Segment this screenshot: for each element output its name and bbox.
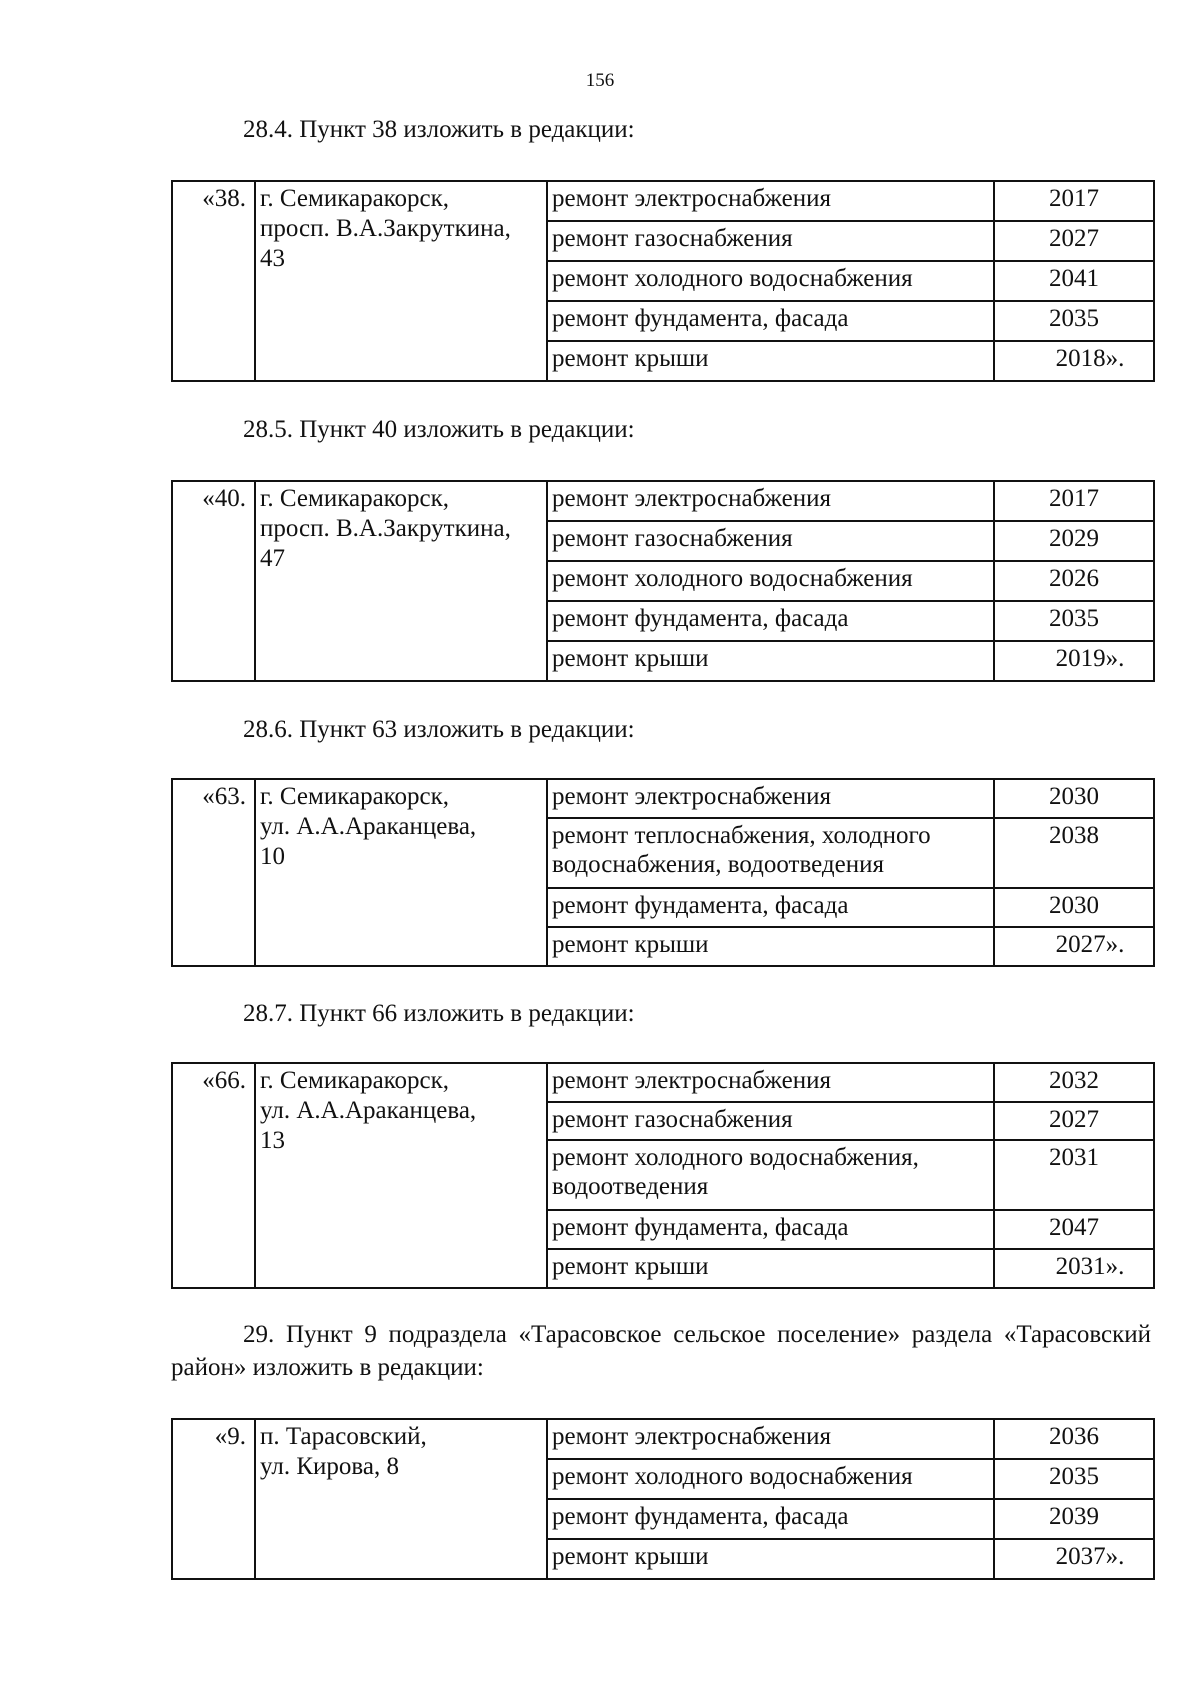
work-type: ремонт электроснабжения	[547, 1063, 994, 1102]
address-cell	[255, 1419, 547, 1579]
year-value: 2027	[1049, 225, 1099, 252]
work-type: ремонт крыши	[547, 1539, 994, 1579]
amendment-instruction: 28.6. Пункт 63 изложить в редакции:	[243, 716, 635, 743]
address-cell	[255, 181, 547, 381]
work-year	[994, 818, 1154, 888]
work-year	[994, 341, 1154, 381]
address-line: ул. А.А.Араканцева,	[260, 1097, 477, 1124]
year-value: 2041	[1049, 265, 1099, 292]
work-year	[994, 181, 1154, 221]
table-row	[172, 181, 1154, 221]
address-line: ул. А.А.Араканцева,	[260, 813, 477, 840]
year-value: 2038	[1049, 822, 1099, 849]
work-type: ремонт фундамента, фасада	[547, 301, 994, 341]
address-line: 47	[260, 545, 285, 572]
work-year	[994, 561, 1154, 601]
year-value: 2029	[1049, 525, 1099, 552]
table-row	[172, 1419, 1154, 1459]
year-value: 2019».	[1055, 645, 1125, 672]
amendment-table	[171, 180, 1155, 382]
work-year	[994, 221, 1154, 261]
table-row	[172, 481, 1154, 521]
year-value: 2017	[1049, 485, 1099, 512]
year-value: 2026	[1049, 565, 1099, 592]
item-number: «40.	[172, 481, 255, 681]
address-line: п. Тарасовский,	[260, 1423, 427, 1450]
table-row	[172, 1063, 1154, 1102]
amendment-instruction: 28.5. Пункт 40 изложить в редакции:	[243, 416, 635, 443]
work-year	[994, 601, 1154, 641]
work-type: ремонт фундамента, фасада	[547, 1499, 994, 1539]
address-line: 13	[260, 1127, 285, 1154]
address-cell	[255, 481, 547, 681]
work-year	[994, 1539, 1154, 1579]
work-type: ремонт фундамента, фасада	[547, 601, 994, 641]
year-value: 2039	[1049, 1503, 1099, 1530]
work-type: ремонт крыши	[547, 341, 994, 381]
year-value: 2037».	[1055, 1543, 1125, 1570]
work-type: ремонт электроснабжения	[547, 181, 994, 221]
work-year	[994, 261, 1154, 301]
item-number: «63.	[172, 779, 255, 966]
address-line: г. Семикаракорск,	[260, 783, 450, 810]
work-type: ремонт фундамента, фасада	[547, 888, 994, 927]
work-year	[994, 1249, 1154, 1288]
work-year	[994, 481, 1154, 521]
page-number: 156	[585, 70, 615, 91]
work-year	[994, 1210, 1154, 1249]
year-value: 2030	[1049, 783, 1099, 810]
work-type: ремонт холодного водоснабжения	[547, 261, 994, 301]
year-value: 2031».	[1055, 1253, 1125, 1280]
work-type: ремонт фундамента, фасада	[547, 1210, 994, 1249]
address-line: г. Семикаракорск,	[260, 485, 450, 512]
work-type: ремонт электроснабжения	[547, 481, 994, 521]
work-type: ремонт холодного водоснабжения, водоотведения	[547, 1140, 994, 1210]
work-type: ремонт холодного водоснабжения	[547, 1459, 994, 1499]
work-year	[994, 301, 1154, 341]
work-year	[994, 888, 1154, 927]
year-value: 2036	[1049, 1423, 1099, 1450]
year-value: 2035	[1049, 305, 1099, 332]
year-value: 2018».	[1055, 345, 1125, 372]
amendment-table	[171, 1062, 1155, 1289]
work-type: ремонт холодного водоснабжения	[547, 561, 994, 601]
work-year	[994, 1102, 1154, 1140]
address-line: г. Семикаракорск,	[260, 1067, 450, 1094]
item-number: «9.	[172, 1419, 255, 1579]
address-line: г. Семикаракорск,	[260, 185, 450, 212]
work-type: ремонт электроснабжения	[547, 779, 994, 818]
amendment-table	[171, 480, 1155, 682]
address-cell	[255, 779, 547, 966]
year-value: 2017	[1049, 185, 1099, 212]
amendment-instruction: 28.4. Пункт 38 изложить в редакции:	[243, 116, 635, 143]
item-number: «66.	[172, 1063, 255, 1288]
amendment-instruction: 29. Пункт 9 подраздела «Тарасовское сельское поселение» раздела «Тарасовский район» изложить в редакции:	[171, 1321, 1151, 1381]
year-value: 2031	[1049, 1144, 1099, 1171]
year-value: 2035	[1049, 605, 1099, 632]
work-type: ремонт газоснабжения	[547, 1102, 994, 1140]
year-value: 2027	[1049, 1106, 1099, 1133]
work-type: ремонт крыши	[547, 927, 994, 966]
year-value: 2030	[1049, 892, 1099, 919]
address-cell	[255, 1063, 547, 1288]
work-year	[994, 521, 1154, 561]
year-value: 2047	[1049, 1214, 1099, 1241]
work-type: ремонт газоснабжения	[547, 221, 994, 261]
address-line: ул. Кирова, 8	[260, 1453, 400, 1480]
work-year	[994, 1063, 1154, 1102]
amendment-table	[171, 1418, 1155, 1580]
work-type: ремонт крыши	[547, 1249, 994, 1288]
address-line: 10	[260, 843, 285, 870]
work-year	[994, 1419, 1154, 1459]
address-line: 43	[260, 245, 285, 272]
year-value: 2032	[1049, 1067, 1099, 1094]
year-value: 2027».	[1055, 931, 1125, 958]
year-value: 2035	[1049, 1463, 1099, 1490]
table-row	[172, 779, 1154, 818]
work-year	[994, 1459, 1154, 1499]
amendment-table	[171, 778, 1155, 967]
work-type: ремонт электроснабжения	[547, 1419, 994, 1459]
work-type: ремонт теплоснабжения, холодного водоснабжения, водоотведения	[547, 818, 994, 888]
amendment-instruction: 28.7. Пункт 66 изложить в редакции:	[243, 1000, 635, 1027]
work-type: ремонт крыши	[547, 641, 994, 681]
address-line: просп. В.А.Закруткина,	[260, 515, 511, 542]
item-number: «38.	[172, 181, 255, 381]
address-line: просп. В.А.Закруткина,	[260, 215, 511, 242]
work-year	[994, 641, 1154, 681]
work-year	[994, 1140, 1154, 1210]
work-year	[994, 1499, 1154, 1539]
work-year	[994, 927, 1154, 966]
work-type: ремонт газоснабжения	[547, 521, 994, 561]
work-year	[994, 779, 1154, 818]
